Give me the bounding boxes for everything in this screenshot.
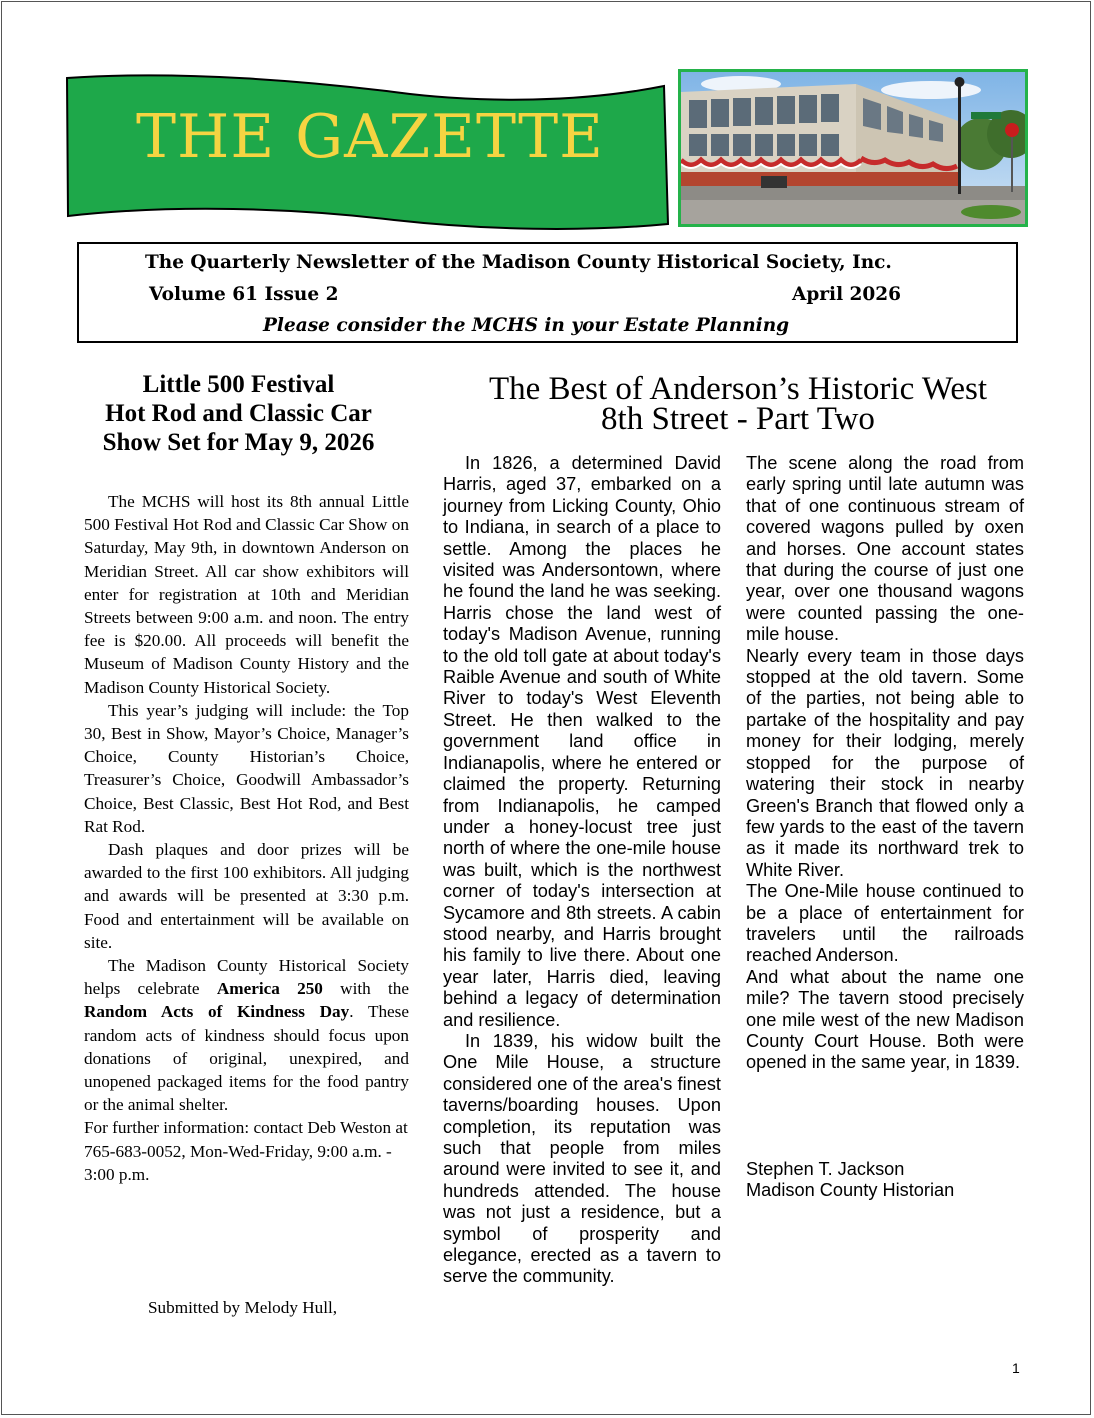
text-run: . These random acts of kindness should focus upon donations of original, unexpired, and unopened packaged items for the food pantry or the animal shelter. bbox=[84, 1002, 409, 1115]
author-name: Stephen T. Jackson bbox=[746, 1159, 905, 1179]
gazette-banner bbox=[64, 72, 670, 232]
car-show-article bbox=[84, 490, 409, 1186]
car-show-headline bbox=[80, 370, 397, 457]
author-title: Madison County Historian bbox=[746, 1180, 955, 1201]
article-title bbox=[440, 371, 1036, 437]
article-paragraph: Nearly every team in those days stopped at the old tavern. Some of the parties, not being able to partake of the hospitality and pay money for their lodging, merely stopped for the purpose of watering their stock in nearby Green's Branch that flowed only a few yards to the east of the tavern as it made its northward trek to White River. bbox=[746, 645, 1024, 880]
article-paragraph: In 1839, his widow built the One Mile House, a structure considered one of the area's finest taverns/boarding houses. Upon completion, its reputation was such that people from miles around were invited to see it, and hundreds attended. The house was not just a residence, but a symbol of prosperity and elegance, erected as a tavern to serve the community. bbox=[443, 1030, 721, 1287]
article-title-line: 8th Street - Part Two bbox=[601, 401, 875, 437]
car-show-paragraph bbox=[84, 954, 409, 1116]
newsletter-title: THE GAZETTE bbox=[136, 102, 604, 172]
contact-info: For further information: contact Deb Weston at 765-683-0052, Mon-Wed-Friday, 9:00 a.m. - 3:00 p.m. bbox=[84, 1118, 408, 1184]
submitted-by: Submitted by Melody Hull, bbox=[148, 1298, 338, 1317]
article-column-2 bbox=[746, 453, 1024, 1074]
article-paragraph: The scene along the road from early spring until late autumn was that of one continuous stream of covered wagons pulled by oxen and horses. One account states that during the course of just one year, over one thousand wagons were counted passing the one-mile house. bbox=[746, 453, 1024, 645]
estate-planning-tagline: Please consider the MCHS in your Estate Planning bbox=[263, 315, 790, 336]
article-column-1 bbox=[443, 453, 721, 1288]
building-photo bbox=[678, 69, 1028, 227]
car-show-headline-line: Little 500 Festival bbox=[142, 371, 335, 398]
article-paragraph: The One-Mile house continued to be a place of entertainment for travelers until the railroads reached Anderson. bbox=[746, 881, 1024, 966]
text-run: with the bbox=[322, 979, 409, 999]
car-show-paragraph: Dash plaques and door prizes will be awarded to the first 100 exhibitors. All judging and awards will be presented at 3:30 p.m. Food and entertainment will be available on site. bbox=[84, 840, 409, 952]
newsletter-subtitle: The Quarterly Newsletter of the Madison County Historical Society, Inc. bbox=[145, 252, 892, 273]
car-show-headline-line: Show Set for May 9, 2026 bbox=[102, 429, 375, 456]
article-title-line: The Best of Anderson’s Historic West bbox=[488, 371, 988, 407]
building-photo-illustration bbox=[681, 72, 1025, 224]
article-paragraph: In 1826, a determined David Harris, aged 37, embarked on a journey from Licking County, Ohio to Indiana, in search of a place to settle. Among the places he visited was Andersontown, where he found the land he was seeking. Harris chose the land west of today's Madison Avenue, running to the old toll gate at about today's Raible Avenue and south of White River to today's West Eleventh Street. He then walked to the government land office in Indianapolis, where he entered or claimed the property. Returning from Indianapolis, he camped under a honey-locust tree just north of where the one-mile house was built, which is the northwest corner of today's intersection at Sycamore and 8th streets. A cabin stood nearby, and Harris brought his family to live there. About one year later, Harris died, leaving behind a legacy of determination and resilience. bbox=[443, 453, 721, 1030]
car-show-paragraph: This year’s judging will include: the Top 30, Best in Show, Mayor’s Choice, Manager’s Choice, County Historian’s Choice, Treasurer’s Choice, Goodwill Ambassador’s Choice, Best Classic, Best Hot Rod, and Best Rat Rod. bbox=[84, 700, 409, 836]
car-show-headline-line: Hot Rod and Classic Car bbox=[105, 400, 372, 427]
car-show-paragraph: The MCHS will host its 8th annual Little 500 Festival Hot Rod and Classic Car Show on Saturday, May 9th, in downtown Anderson on Meridian Street. All car show exhibitors will enter for registration at 10th and Meridian Streets between 9:00 a.m. and noon. The entry fee is $20.00. All proceeds will benefit the Museum of Madison County History and the Madison County Historical Society. bbox=[84, 492, 409, 697]
masthead-box bbox=[77, 242, 1018, 343]
volume-issue: Volume 61 Issue 2 bbox=[149, 284, 339, 305]
article-paragraph: And what about the name one mile? The tavern stood precisely one mile west of the new Madison County Court House. Both were opened in the same year, in 1839. bbox=[746, 966, 1024, 1073]
kindness-day-emphasis: Random Acts of Kindness Day bbox=[84, 1002, 350, 1022]
text-run: The Madison County Historical Society helps celebrate bbox=[84, 956, 409, 999]
article-signature bbox=[746, 1159, 954, 1202]
issue-date: April 2026 bbox=[792, 284, 902, 305]
america-250-emphasis: America 250 bbox=[216, 979, 323, 999]
page-number: 1 bbox=[1012, 1360, 1020, 1376]
